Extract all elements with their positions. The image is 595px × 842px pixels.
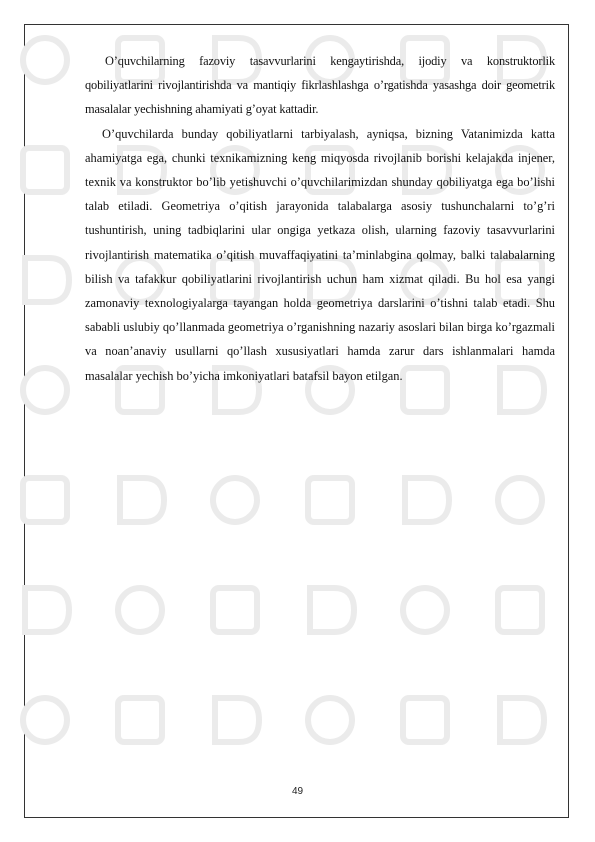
document-body	[85, 49, 555, 388]
page-number: 49	[291, 786, 304, 797]
paragraph-main: O’quvchilarda bunday qobiliyatlarni tarbiyalash, ayniqsa, bizning Vatanimizda katta ahamiyatga ega, chunki texnikamizning keng miqyosda rivojlanib borishi kelajakda injener, texnik va konstruktor bo’lib yetishuvchi o’quvchilarimizdan shunday qobiliyatga ega bo’lishi talab etiladi. Geometriya o’qitish jarayonida talabalarga asosiy tushunchalarni to’g’ri tushuntirish, uning tadbiqlarini ular ongiga yetkaza olish, ularning fazoviy tasavvurlarini rivojlantirish matematika o’qitish muvaffaqiyatini ta’minlabgina qolmay, balki talabalarning bilish va tafakkur qobiliyatlarini rivojlantirish uchun ham xizmat qiladi. Bu hol esa yangi zamonaviy texnologiyalarga tayangan holda geometriya darslarini o’tishni talab etadi. Shu sababli uslubiy qo’llanmada geometriya o’rganishning nazariy asoslari bilan birga ko’rgazmali va noan’anaviy usullarni qo’llash xususiyatlari hamda zarur dars ishlanmalari hamda masalalar yechish bo’yicha imkoniyatlari batafsil bayon etilgan.	[85, 126, 555, 383]
paragraph-intro: O’quvchilarning fazoviy tasavvurlarini kengaytirishda, ijodiy va konstruktorlik qobiliyatlarini rivojlantirishda va mantiqiy fikrlashlashga o’rgatishda yasashga doir geometrik masalalar yechishning ahamiyati g’oyat kattadir.	[85, 54, 555, 117]
